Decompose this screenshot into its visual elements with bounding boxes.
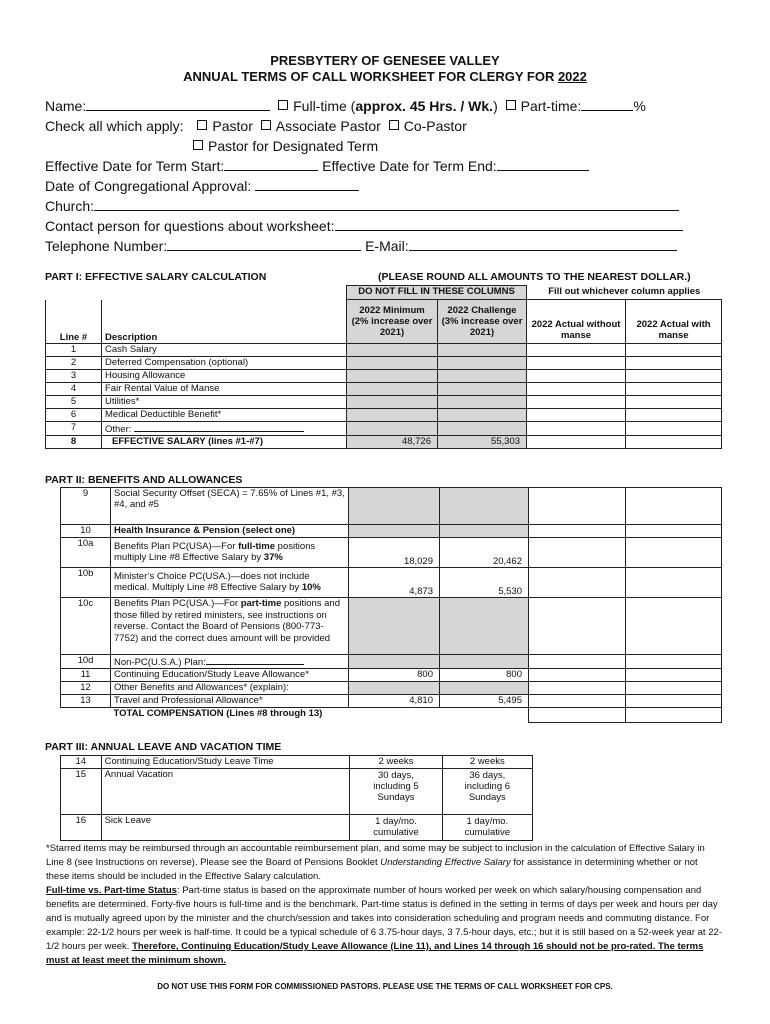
- line11-actual1-cell[interactable]: [529, 669, 626, 682]
- line7-actual2-cell[interactable]: [626, 422, 722, 436]
- table-row: 12 Other Benefits and Allowances* (explain):: [61, 682, 722, 695]
- org-title: PRESBYTERY OF GENESEE VALLEY: [270, 53, 500, 68]
- designated-term-checkbox[interactable]: [193, 140, 203, 150]
- col-actual-with-manse: 2022 Actual with manse: [626, 300, 722, 344]
- parttime-checkbox[interactable]: [506, 100, 516, 110]
- line13-actual1-cell[interactable]: [529, 695, 626, 708]
- approval-date-field[interactable]: [255, 177, 359, 191]
- church-row: Church:: [45, 197, 679, 215]
- table-row: 10d Non-PC(U.S.A.) Plan:: [61, 655, 722, 669]
- table-row: 10a Benefits Plan PC(USA)—For full-time positions multiply Line #8 Effective Salary by 37% 18,029 20,462: [61, 538, 722, 568]
- col-description: Description: [102, 300, 347, 344]
- fill-out-header: Fill out whichever column applies: [548, 285, 701, 297]
- non-pcusa-plan-field[interactable]: [206, 655, 304, 665]
- starred-note: *Starred items may be reimbursed through an accountable reimbursement plan, and some may be subject to inclusion in the calculation of Effective Salary in Line 8 (see Instructions on reverse). Please see the Board of Pensions Booklet Understanding Effective Salary for assistance in determining whether or not these items should be included in the Effective Salary calculation.: [46, 843, 705, 882]
- part1-title: PART I: EFFECTIVE SALARY CALCULATION: [45, 271, 267, 283]
- line1-actual1-cell[interactable]: [527, 344, 626, 357]
- table-row: 9 Social Security Offset (SECA) = 7.65% of Lines #1, #3, #4, and #5: [61, 488, 722, 525]
- designated-row: Pastor for Designated Term: [189, 137, 378, 155]
- total-compensation-label: TOTAL COMPENSATION (Lines #8 through 13): [113, 708, 323, 719]
- table-row: 11 Continuing Education/Study Leave Allowance* 800 800: [61, 669, 722, 682]
- phone-field[interactable]: [167, 237, 361, 251]
- line12-actual1-cell[interactable]: [529, 682, 626, 695]
- church-field[interactable]: [94, 197, 679, 211]
- table-row: 6 Medical Deductible Benefit*: [46, 409, 722, 422]
- line6-actual2-cell[interactable]: [626, 409, 722, 422]
- line12-actual2-cell[interactable]: [626, 682, 722, 695]
- associate-pastor-checkbox[interactable]: [261, 120, 271, 130]
- line7-actual1-cell[interactable]: [527, 422, 626, 436]
- line13-actual2-cell[interactable]: [626, 695, 722, 708]
- line1-actual2-cell[interactable]: [626, 344, 722, 357]
- line10a-actual1-cell[interactable]: [529, 538, 626, 568]
- line9-actual1-cell[interactable]: [529, 488, 626, 525]
- table-row: 8 EFFECTIVE SALARY (lines #1-#7) 48,726 55,303: [46, 436, 722, 449]
- term-start-field[interactable]: [224, 157, 318, 171]
- table-row: 2 Deferred Compensation (optional): [46, 357, 722, 370]
- table-row: 16 Sick Leave 1 day/mo. cumulative 1 day/mo. cumulative: [61, 815, 533, 841]
- line5-actual1-cell[interactable]: [527, 396, 626, 409]
- total-actual2-cell[interactable]: [626, 708, 722, 723]
- col-line: Line #: [46, 300, 102, 344]
- line10b-actual1-cell[interactable]: [529, 568, 626, 598]
- line10-actual1-cell[interactable]: [529, 525, 626, 538]
- name-label: Name:: [45, 98, 87, 114]
- pastor-checkbox[interactable]: [197, 120, 207, 130]
- fulltime-checkbox[interactable]: [278, 100, 288, 110]
- table-row: [61, 708, 722, 723]
- form-title: ANNUAL TERMS OF CALL WORKSHEET FOR CLERGY FOR 2022: [183, 69, 587, 84]
- table-row: 13 Travel and Professional Allowance* 4,810 5,495: [61, 695, 722, 708]
- total-actual1-cell[interactable]: [529, 708, 626, 723]
- parttime-field[interactable]: [581, 97, 633, 111]
- table-row: 14 Continuing Education/Study Leave Time 2 weeks 2 weeks: [61, 756, 533, 769]
- line10b-actual2-cell[interactable]: [626, 568, 722, 598]
- contact-field[interactable]: [335, 217, 683, 231]
- table-row: 5 Utilities*: [46, 396, 722, 409]
- col-minimum: 2022 Minimum (2% increase over 2021): [347, 300, 438, 344]
- round-note: (PLEASE ROUND ALL AMOUNTS TO THE NEAREST DOLLAR.): [378, 271, 691, 283]
- line10-actual2-cell[interactable]: [626, 525, 722, 538]
- line10c-actual1-cell[interactable]: [529, 598, 626, 655]
- line10d-actual1-cell[interactable]: [529, 655, 626, 669]
- line3-actual2-cell[interactable]: [626, 370, 722, 383]
- email-field[interactable]: [409, 237, 677, 251]
- co-pastor-checkbox[interactable]: [389, 120, 399, 130]
- line5-actual2-cell[interactable]: [626, 396, 722, 409]
- table-row: 7 Other:: [46, 422, 722, 436]
- line11-actual2-cell[interactable]: [626, 669, 722, 682]
- contact-row: Contact person for questions about worksheet:: [45, 217, 683, 235]
- part3-title: PART III: ANNUAL LEAVE AND VACATION TIME: [45, 741, 282, 753]
- do-not-fill-header: DO NOT FILL IN THESE COLUMNS: [347, 286, 527, 300]
- line9-actual2-cell[interactable]: [626, 488, 722, 525]
- term-end-field[interactable]: [497, 157, 589, 171]
- line10c-actual2-cell[interactable]: [626, 598, 722, 655]
- line10a-actual2-cell[interactable]: [626, 538, 722, 568]
- table-row: 10c Benefits Plan PC(USA.)—For part-time positions and those filled by retired ministers, see instructions on reverse. Contact the Board of Pensions (800-773-7752) and the correct dues amount will be provided: [61, 598, 722, 655]
- line6-actual1-cell[interactable]: [527, 409, 626, 422]
- line2-actual2-cell[interactable]: [626, 357, 722, 370]
- line8-actual1-cell[interactable]: [527, 436, 626, 449]
- line8-actual2-cell[interactable]: [626, 436, 722, 449]
- table-row: 15 Annual Vacation 30 days, including 5 Sundays 36 days, including 6 Sundays: [61, 769, 533, 815]
- part2-table: [60, 487, 722, 723]
- phone-row: Telephone Number: E-Mail:: [45, 237, 677, 255]
- other-field[interactable]: [134, 422, 304, 432]
- table-row: 10b Minister’s Choice PC(USA.)—does not include medical. Multiply Line #8 Effective Salary by 10% 4,873 5,530: [61, 568, 722, 598]
- table-row: 3 Housing Allowance: [46, 370, 722, 383]
- dates-row: Effective Date for Term Start: Effective Date for Term End:: [45, 157, 589, 175]
- col-actual-without-manse: 2022 Actual without manse: [527, 300, 626, 344]
- part3-table: [60, 755, 533, 841]
- check-row: Check all which apply: Pastor Associate Pastor Co-Pastor: [45, 118, 467, 134]
- table-row: 4 Fair Rental Value of Manse: [46, 383, 722, 396]
- part2-title: PART II: BENEFITS AND ALLOWANCES: [45, 474, 243, 486]
- part1-table: [45, 285, 722, 449]
- table-row: 1 Cash Salary: [46, 344, 722, 357]
- table-row: 10 Health Insurance & Pension (select one): [61, 525, 722, 538]
- line4-actual1-cell[interactable]: [527, 383, 626, 396]
- line4-actual2-cell[interactable]: [626, 383, 722, 396]
- fulltime-note: Full-time vs. Part-time Status: Part-time status is based on the approximate number of hours worked per week on which salary/housing compensation and benefits are determined. Forty-five hours is full-time and is the benchmark. Part-time status is defined in the setting in terms of days per week and hours per day and is mutually agreed upon by the minister and the church/session and takes into consideration scheduling and program needs and commuting distance. For example: 22-1/2 hours per week is half-time. It could be a typical schedule of 6 3.75-hour days, 3 7.5-hour days, etc.; but it is still based on a 52-week year at 22-1/2 hours per week. Therefore, Continuing Education/Study Leave Allowance (Line 11), and Lines 14 through 16 should not be pro-rated. The terms must at least meet the minimum shown.: [46, 885, 722, 966]
- approval-row: Date of Congregational Approval:: [45, 177, 359, 195]
- name-field[interactable]: [86, 97, 270, 111]
- col-challenge: 2022 Challenge (3% increase over 2021): [438, 300, 527, 344]
- line2-actual1-cell[interactable]: [527, 357, 626, 370]
- line10d-actual2-cell[interactable]: [626, 655, 722, 669]
- commissioned-pastor-warning: DO NOT USE THIS FORM FOR COMMISSIONED PASTORS. PLEASE USE THE TERMS OF CALL WORKSHEET FOR CPS.: [157, 982, 613, 991]
- line3-actual1-cell[interactable]: [527, 370, 626, 383]
- name-row: Name: Full-time (approx. 45 Hrs. / Wk.) Part-time: %: [45, 98, 646, 114]
- form-year: 2022: [557, 69, 587, 84]
